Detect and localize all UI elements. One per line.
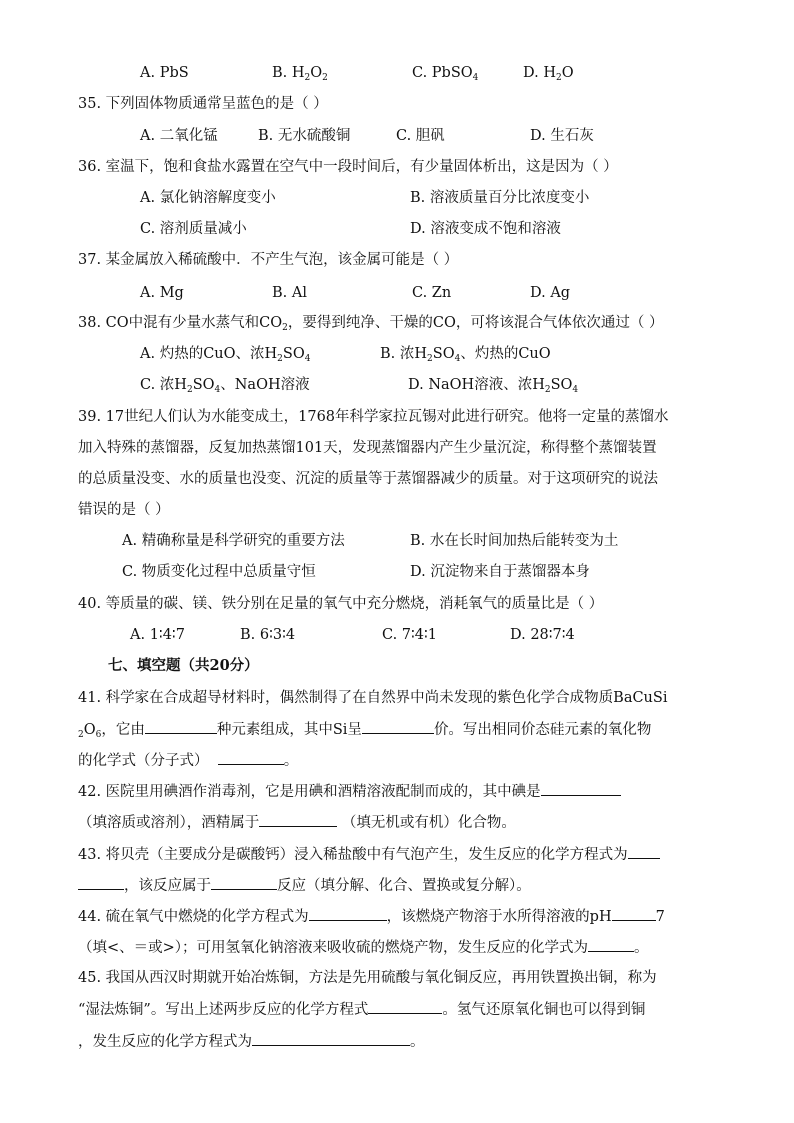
q36-option-c: C. 溶剂质量减小 [140, 221, 247, 237]
q44-blank-2[interactable] [612, 906, 656, 921]
q38-option-d: D. NaOH溶液、浓$H_2SO_4$ [408, 377, 579, 395]
q37-option-a: A. Mg [140, 285, 184, 301]
q37-option-d: D. Ag [530, 285, 571, 301]
q42-line-2-end: （填无机或有机）化合物。 [341, 815, 516, 831]
q41-line-3-end: 。 [283, 753, 299, 769]
q43-line-2-text: ，该反应属于 [124, 878, 211, 894]
q43-blank-1b[interactable] [78, 875, 124, 890]
q43-line-1 [78, 844, 660, 865]
q37-option-b: B. Al [272, 285, 307, 301]
q34-option-b: B. $H_2O_2$ [272, 65, 328, 83]
q39-option-c: C. 物质变化过程中总质量守恒 [122, 564, 316, 580]
q38-option-c: C. 浓$H_2SO_4$、NaOH溶液 [140, 377, 310, 395]
q43-line-2 [78, 875, 531, 896]
q41-line-3-text: 的化学式（分子式） [78, 753, 209, 769]
q42-line-2-text: （填溶质或溶剂），酒精属于 [78, 815, 260, 831]
q35-option-a: A. 二氧化锰 [140, 128, 218, 144]
q38-stem: 38. CO中混有少量水蒸气和$CO_2$，要得到纯净、干燥的CO，可将该混合气体依次通过（ ） [78, 315, 664, 333]
q42-line-2 [78, 812, 516, 833]
q45-line-1: 45. 我国从西汉时期就开始冶炼铜，方法是先用硫酸与氧化铜反应，再用铁置换出铜，称为 [78, 970, 657, 986]
q41-blank-3[interactable] [218, 750, 284, 765]
q44-line-1-mid: ，该燃烧产物溶于水所得溶液的pH [386, 909, 612, 925]
q37-option-c: C. Zn [412, 285, 452, 301]
q41-line-3 [78, 750, 298, 771]
q39-stem-line-2: 加入特殊的蒸馏器，反复加热蒸馏101天，发现蒸馏器内产生少量沉淀，称得整个蒸馏装置 [78, 440, 657, 456]
q36-option-b: B. 溶液质量百分比浓度变小 [410, 190, 590, 206]
q41-line-2: $_2O_6$，它由 种元素组成，其中Si呈 价。写出相同价态硅元素的氧化物 [78, 719, 651, 740]
q39-option-a: A. 精确称量是科学研究的重要方法 [122, 533, 345, 549]
q39-stem-line-4: 错误的是（ ） [78, 502, 170, 518]
q41-blank-2[interactable] [362, 719, 434, 734]
q45-line-2 [78, 999, 645, 1020]
q44-blank-1[interactable] [309, 906, 387, 921]
q43-line-2-end: 反应（填分解、化合、置换或复分解）。 [277, 878, 531, 894]
q37-stem: 37. 某金属放入稀硫酸中．不产生气泡，该金属可能是（ ） [78, 252, 459, 268]
q42-line-1-text: 42. 医院里用碘酒作消毒剂，它是用碘和酒精溶液配制而成的，其中碘是 [78, 784, 541, 800]
q35-stem: 35. 下列固体物质通常呈蓝色的是（ ） [78, 96, 328, 112]
q39-stem-line-3: 的总质量没变、水的质量也没变、沉淀的质量等于蒸馏器减少的质量。对于这项研究的说法 [78, 471, 658, 487]
q43-blank-1a[interactable] [628, 844, 660, 859]
q36-stem: 36. 室温下，饱和食盐水露置在空气中一段时间后，有少量固体析出，这是因为（ ） [78, 159, 618, 175]
q36-option-d: D. 溶液变成不饱和溶液 [410, 221, 561, 237]
q45-line-2-end: 。氢气还原氧化铜也可以得到铜 [442, 1002, 646, 1018]
q40-option-c: C. 7∶4∶1 [382, 627, 438, 643]
q44-line-1 [78, 906, 665, 927]
q40-option-d: D. 28∶7∶4 [510, 627, 575, 643]
q41-blank-1[interactable] [145, 719, 217, 734]
q44-line-2-text: （填<、＝或>）；可用氢氧化钠溶液来吸收硫的燃烧产物，发生反应的化学式为 [78, 940, 589, 956]
q45-line-3-text: ，发生反应的化学方程式为 [78, 1034, 252, 1050]
q39-option-b: B. 水在长时间加热后能转变为土 [410, 533, 619, 549]
q42-blank-2[interactable] [259, 812, 337, 827]
q34-option-a: A. PbS [140, 65, 189, 81]
q38-option-b: B. 浓$H_2SO_4$、灼热的CuO [380, 346, 551, 364]
q42-blank-1[interactable] [541, 781, 621, 796]
q35-option-c: C. 胆矾 [396, 128, 445, 144]
q35-option-b: B. 无水硫酸铜 [258, 128, 351, 144]
q34-option-c: C. PbSO$_4$ [412, 65, 479, 83]
q45-blank-1[interactable] [368, 999, 442, 1014]
q44-line-2 [78, 937, 649, 958]
q40-option-a: A. 1∶4∶7 [130, 627, 185, 643]
q41-line-1: 41. 科学家在合成超导材料时，偶然制得了在自然界中尚未发现的紫色化学合成物质BaCuSi [78, 690, 668, 706]
q35-option-d: D. 生石灰 [530, 128, 594, 144]
q39-stem-line-1: 39. 17世纪人们认为水能变成土，1768年科学家拉瓦锡对此进行研究。他将一定量的蒸馏水 [78, 409, 669, 425]
q44-line-2-end: 。 [634, 940, 649, 956]
q40-option-b: B. 6∶3∶4 [240, 627, 296, 643]
q44-blank-3[interactable] [588, 937, 634, 952]
section-heading: 七、填空题（共20分） [108, 657, 259, 674]
q38-option-a: A. 灼热的CuO、浓$H_2SO_4$ [140, 346, 311, 364]
q45-line-3 [78, 1031, 425, 1052]
q43-blank-2[interactable] [211, 875, 277, 890]
q44-line-1-end: 7 [655, 909, 665, 925]
q39-option-d: D. 沉淀物来自于蒸馏器本身 [410, 564, 590, 580]
q45-line-3-end: 。 [410, 1034, 425, 1050]
q34-option-d: D. $H_2O$ [523, 65, 574, 83]
q45-line-2-text: “湿法炼铜”。写出上述两步反应的化学方程式 [78, 1002, 369, 1018]
q43-line-1-text: 43. 将贝壳（主要成分是碳酸钙）浸入稀盐酸中有气泡产生，发生反应的化学方程式为 [78, 847, 628, 863]
q44-line-1-text: 44. 硫在氧气中燃烧的化学方程式为 [78, 909, 309, 925]
q40-stem: 40. 等质量的碳、镁、铁分别在足量的氧气中充分燃烧，消耗氧气的质量比是（ ） [78, 596, 604, 612]
q42-line-1 [78, 781, 621, 802]
q36-option-a: A. 氯化钠溶解度变小 [140, 190, 276, 206]
q45-blank-2[interactable] [252, 1031, 410, 1046]
